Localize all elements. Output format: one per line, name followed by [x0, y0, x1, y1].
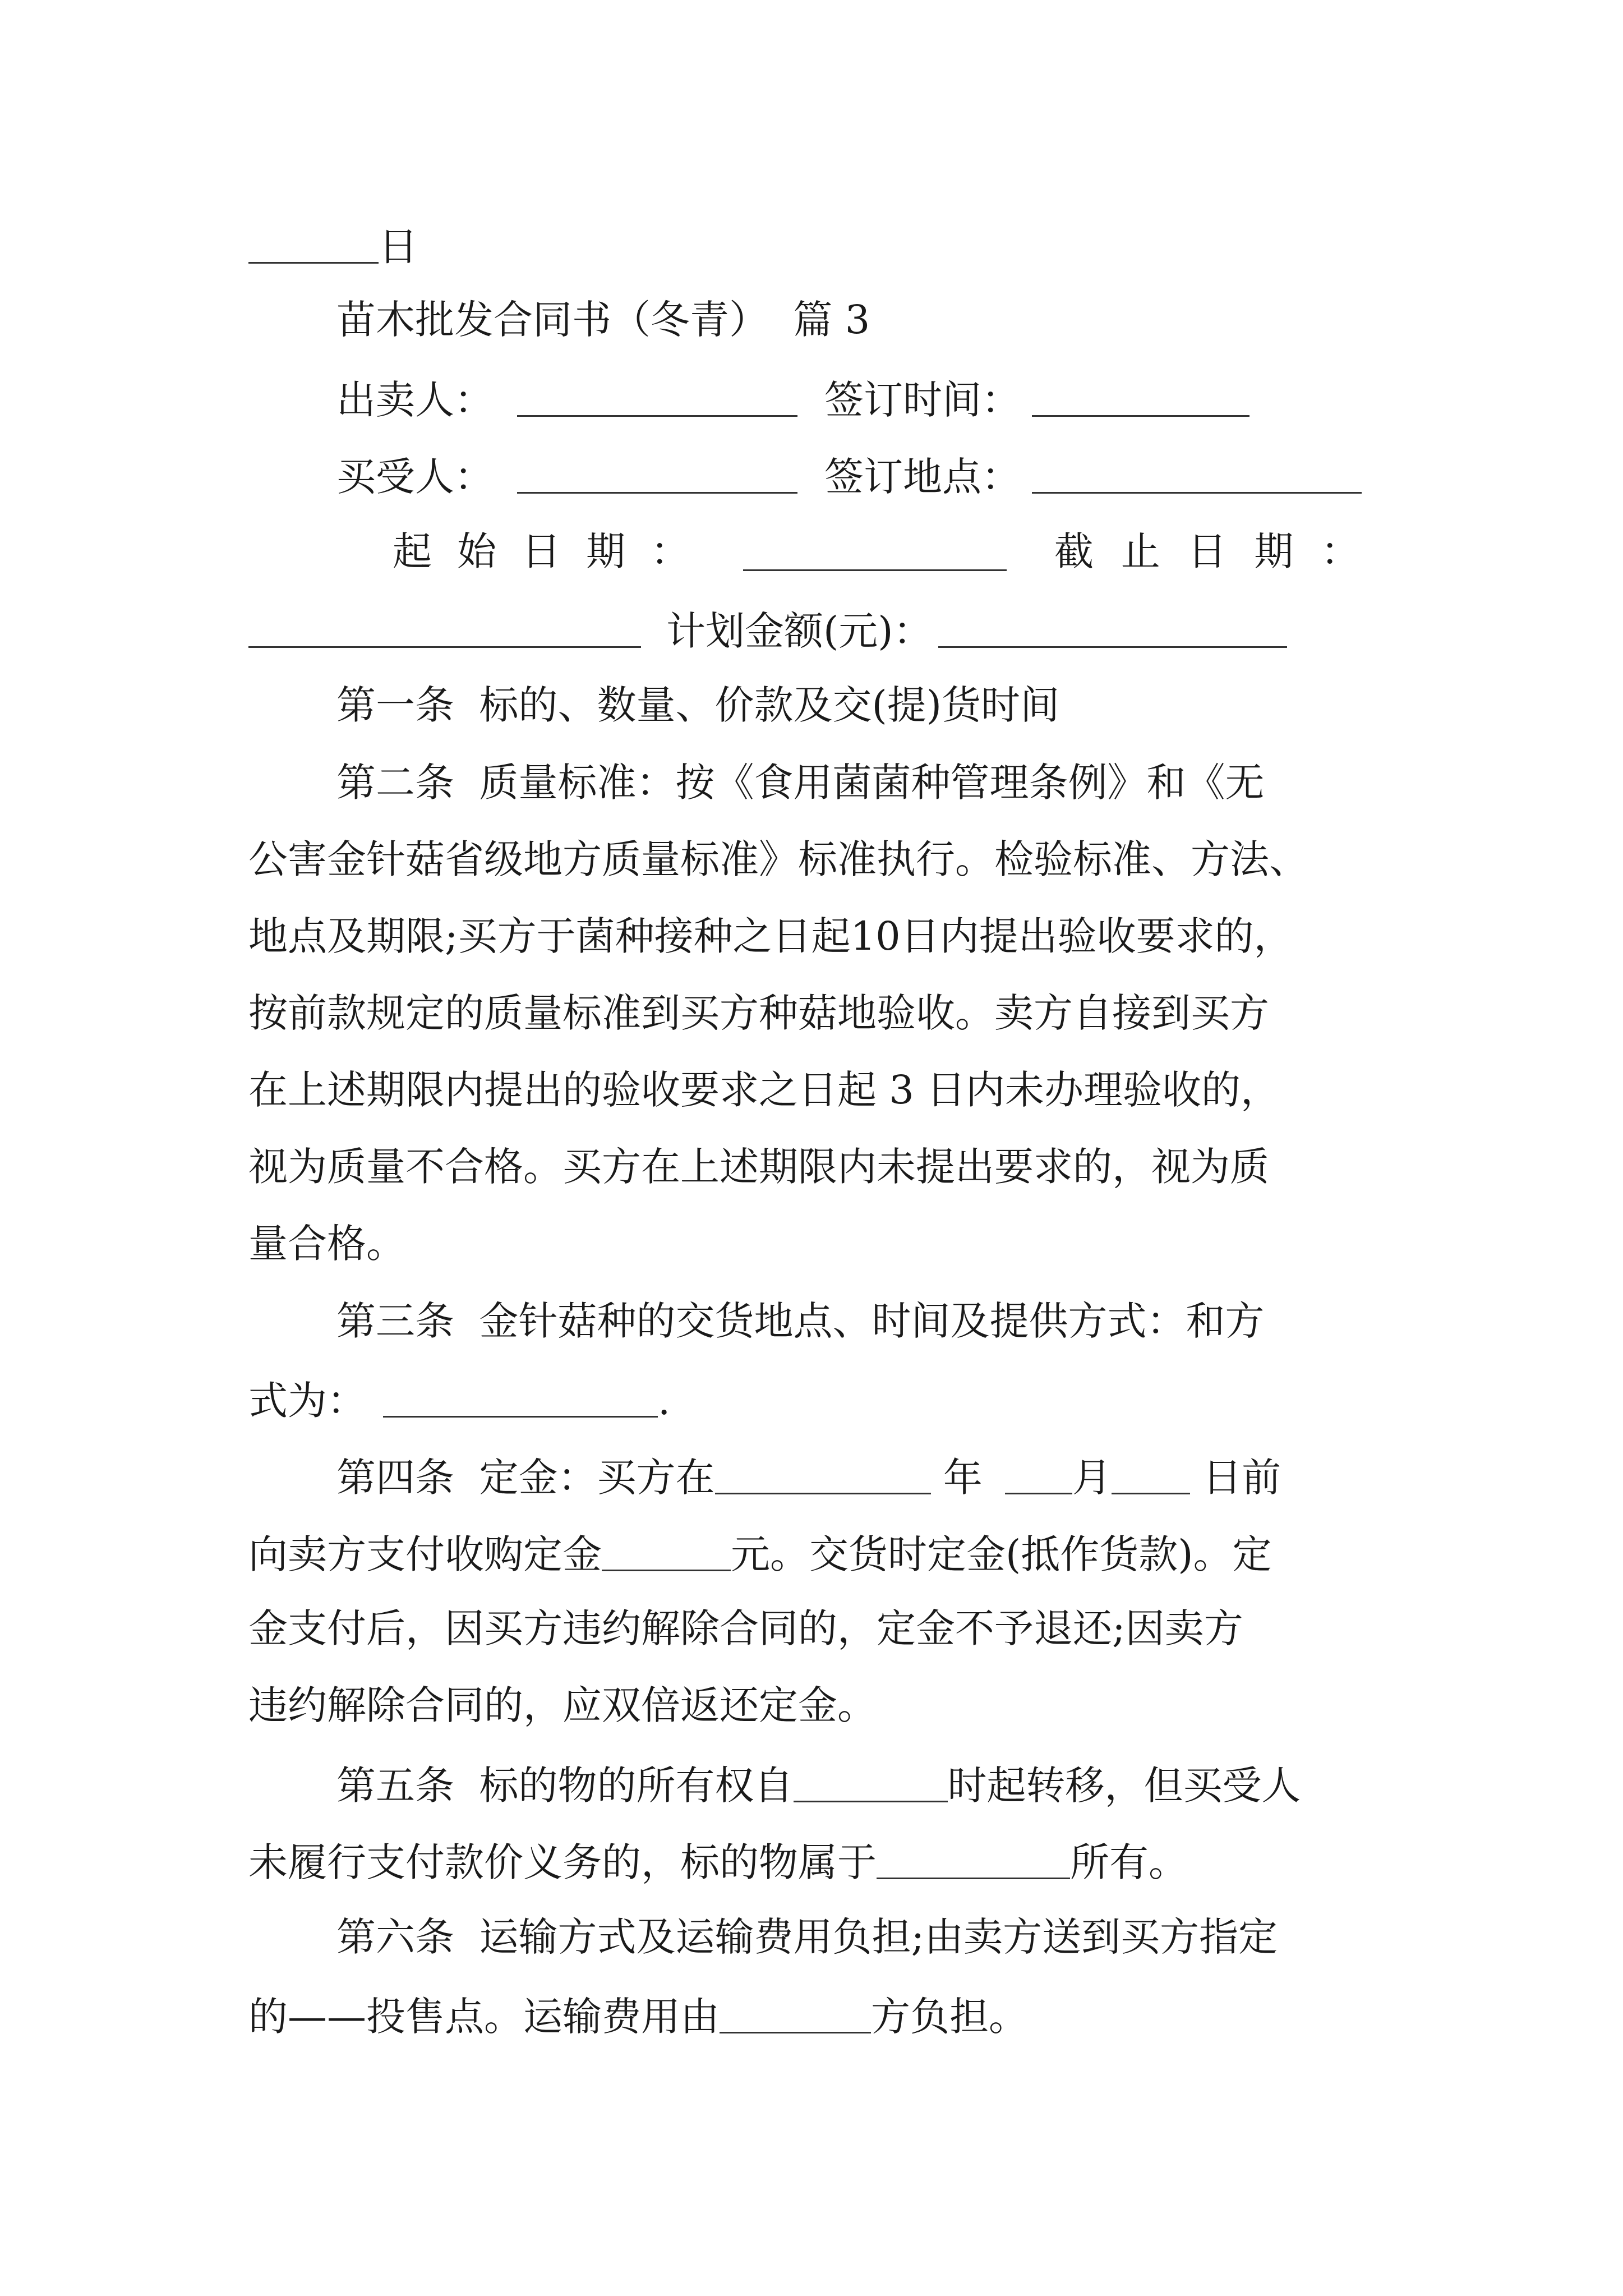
article-2-line-4: 按前款规定的质量标准到买方种菇地验收。卖方自接到买方: [248, 990, 1269, 1036]
seller-blank: [517, 378, 797, 417]
sign-place-label: 签订地点：: [824, 453, 1021, 500]
article-2-line-7: 量合格。: [248, 1221, 405, 1267]
article-2-line-1: 第二条 质量标准：按《食用菌菌种管理条例》和《无: [336, 760, 1265, 806]
article-2-line-3: 地点及期限;买方于菌种接种之日起10日内提出验收要求的，: [248, 913, 1293, 959]
article-3-line-2: 式为： .: [248, 1377, 671, 1424]
day-blank: [248, 224, 379, 264]
article-4-line-2: 向卖方支付收购定金 元。交货时定金(抵作货款)。定: [248, 1531, 1272, 1577]
sign-place-blank: [1032, 454, 1362, 494]
start-date-label: 起 始 日 期 ：: [393, 528, 690, 574]
article-2-line-2: 公害金针菇省级地方质量标准》标准执行。检验标准、方法、: [248, 836, 1308, 882]
article-2-line-5: 在上述期限内提出的验收要求之日起 3 日内未办理验收的，: [248, 1067, 1280, 1113]
day-label: 日: [379, 223, 418, 270]
deposit-day-blank: [1112, 1455, 1190, 1494]
seller-line: [336, 376, 1464, 423]
plan-amount-label: 计划金额(元)：: [666, 608, 933, 654]
deposit-month-blank: [1005, 1455, 1072, 1494]
article-4-line-1: 第四条 定金：买方在 年 月 日前: [336, 1454, 1281, 1501]
contract-title: 苗木批发合同书（冬青） 篇 3: [336, 297, 870, 343]
sign-time-blank: [1032, 378, 1249, 417]
freight-party-blank: [720, 1994, 871, 2033]
delivery-method-blank: [383, 1378, 658, 1418]
deposit-amount-blank: [602, 1532, 731, 1571]
article-2-line-6: 视为质量不合格。买方在上述期限内未提出要求的，视为质: [248, 1144, 1269, 1190]
deposit-year-blank: [715, 1455, 931, 1494]
article-5-line-1: 第五条 标的物的所有权自 时起转移，但买受人: [336, 1762, 1301, 1809]
buyer-label: 买受人：: [336, 453, 494, 500]
buyer-line: [336, 453, 1464, 500]
article-5-line-2: 未履行支付款价义务的，标的物属于 所有。: [248, 1839, 1188, 1885]
date-range-line: [393, 528, 1380, 574]
article-6-line-2: 的——投售点。运输费用由 方负担。: [248, 1993, 1028, 2040]
seller-label: 出卖人：: [336, 376, 494, 423]
end-date-label: 截 止 日 期 ：: [1054, 528, 1360, 574]
article-1: 第一条 标的、数量、价款及交(提)货时间: [336, 682, 1060, 728]
owner-blank: [877, 1840, 1070, 1879]
buyer-blank: [517, 454, 797, 494]
sign-time-label: 签订时间：: [824, 376, 1021, 423]
start-date-blank: [743, 532, 1007, 572]
article-6-line-1: 第六条 运输方式及运输费用负担;由卖方送到买方指定: [336, 1914, 1278, 1960]
plan-amount-line: [248, 608, 1376, 654]
article-3-line-1: 第三条 金针菇种的交货地点、时间及提供方式：和方: [336, 1298, 1265, 1344]
plan-amount-blank: [938, 609, 1287, 648]
article-4-line-4: 违约解除合同的，应双倍返还定金。: [248, 1682, 877, 1728]
article-4-line-3: 金支付后，因买方违约解除合同的，定金不予退还;因卖方: [248, 1605, 1243, 1651]
day-line: [248, 223, 1376, 270]
end-date-blank: [248, 609, 641, 648]
ownership-transfer-blank: [794, 1763, 948, 1802]
